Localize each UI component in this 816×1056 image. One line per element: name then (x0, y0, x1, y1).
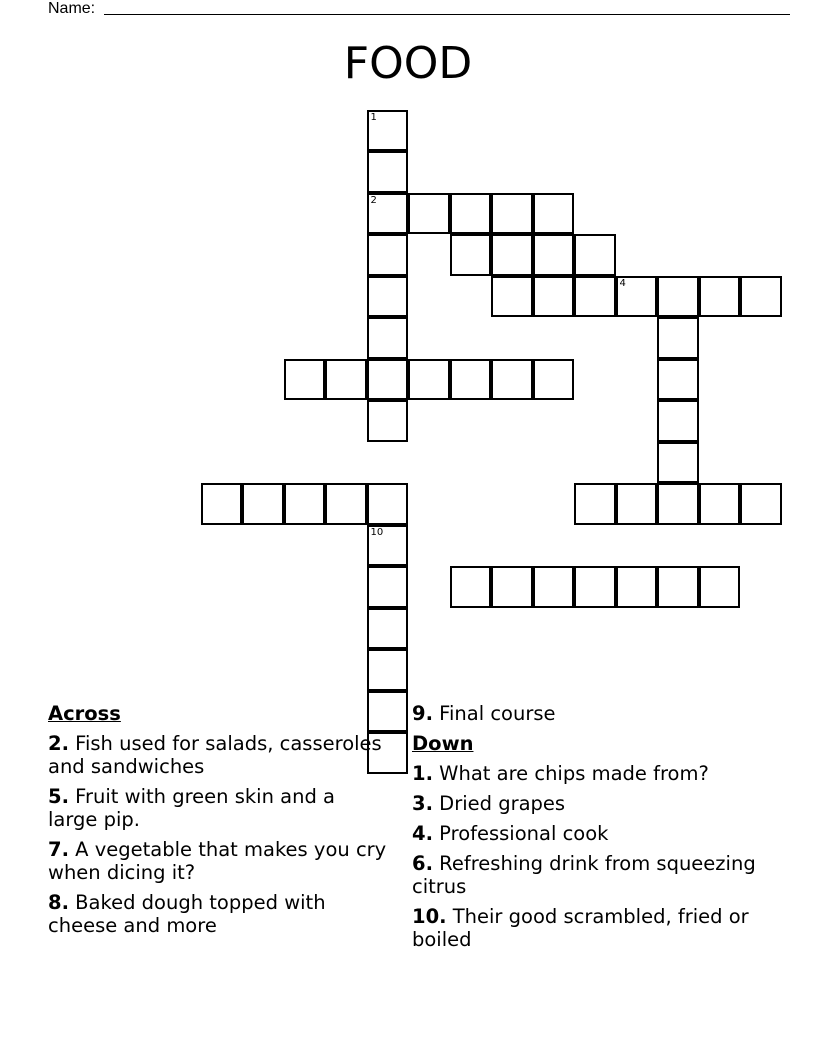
grid-cell[interactable] (699, 566, 741, 608)
grid-cell[interactable] (574, 234, 616, 276)
grid-cell[interactable] (408, 193, 450, 235)
grid-cell[interactable] (325, 483, 367, 525)
clue-across-2: 2. Fish used for salads, casseroles and sandwiches (48, 732, 382, 778)
grid-cell[interactable] (367, 276, 409, 318)
name-label: Name: (48, 0, 96, 17)
clue-across-8: 8. Baked dough topped with cheese and more (48, 891, 326, 937)
grid-cell[interactable] (367, 400, 409, 442)
clue-across-7: 7. A vegetable that makes you cry when dicing it? (48, 838, 387, 884)
grid-cell[interactable] (533, 359, 575, 401)
grid-cell[interactable] (616, 483, 658, 525)
clue-number: 4 (619, 277, 626, 289)
grid-cell[interactable] (533, 234, 575, 276)
clues-left-column (48, 702, 388, 944)
clue-down-4: 4. Professional cook (412, 822, 609, 845)
grid-cell[interactable] (284, 359, 326, 401)
grid-cell[interactable] (699, 276, 741, 318)
clue-number: 10 (370, 526, 384, 538)
clue-number: 1 (370, 111, 377, 123)
grid-cell[interactable] (491, 193, 533, 235)
grid-cell[interactable] (284, 483, 326, 525)
clue-down-1: 1. What are chips made from? (412, 762, 709, 785)
grid-cell[interactable] (533, 566, 575, 608)
grid-cell[interactable] (491, 234, 533, 276)
grid-cell[interactable] (533, 193, 575, 235)
grid-cell[interactable] (657, 400, 699, 442)
grid-cell[interactable] (616, 566, 658, 608)
grid-cell[interactable] (450, 234, 492, 276)
grid-cell[interactable] (367, 525, 409, 567)
grid-cell[interactable] (491, 566, 533, 608)
grid-cell[interactable] (450, 359, 492, 401)
grid-cell[interactable] (574, 276, 616, 318)
grid-cell[interactable] (367, 151, 409, 193)
grid-cell[interactable] (574, 566, 616, 608)
grid-cell[interactable] (657, 442, 699, 484)
grid-cell[interactable] (367, 110, 409, 152)
grid-cell[interactable] (616, 276, 658, 318)
clues-right-column (412, 702, 772, 958)
grid-cell[interactable] (367, 566, 409, 608)
down-heading: Down (412, 732, 474, 755)
grid-cell[interactable] (657, 276, 699, 318)
grid-cell[interactable] (450, 193, 492, 235)
grid-cell[interactable] (491, 276, 533, 318)
clue-number: 2 (370, 194, 377, 206)
grid-cell[interactable] (242, 483, 284, 525)
across-heading: Across (48, 702, 121, 725)
grid-cell[interactable] (657, 483, 699, 525)
clue-down-10: 10. Their good scrambled, fried or boiled (412, 905, 749, 951)
grid-cell[interactable] (325, 359, 367, 401)
clue-down-6: 6. Refreshing drink from squeezing citrus (412, 852, 756, 898)
clue-down-3: 3. Dried grapes (412, 792, 566, 815)
grid-cell[interactable] (450, 566, 492, 608)
clue-across-5: 5. Fruit with green skin and a large pip. (48, 785, 335, 831)
grid-cell[interactable] (491, 359, 533, 401)
grid-cell[interactable] (367, 359, 409, 401)
grid-cell[interactable] (367, 193, 409, 235)
grid-cell[interactable] (367, 483, 409, 525)
page-title: FOOD (343, 38, 473, 89)
grid-cell[interactable] (533, 276, 575, 318)
grid-cell[interactable] (367, 234, 409, 276)
clue-across-9: 9. Final course (412, 702, 556, 725)
grid-cell[interactable] (201, 483, 243, 525)
grid-cell[interactable] (367, 317, 409, 359)
grid-cell[interactable] (740, 276, 782, 318)
grid-cell[interactable] (574, 483, 616, 525)
grid-cell[interactable] (657, 566, 699, 608)
grid-cell[interactable] (657, 359, 699, 401)
grid-cell[interactable] (367, 608, 409, 650)
grid-cell[interactable] (699, 483, 741, 525)
grid-cell[interactable] (740, 483, 782, 525)
grid-cell[interactable] (408, 359, 450, 401)
grid-cell[interactable] (367, 649, 409, 691)
grid-cell[interactable] (657, 317, 699, 359)
